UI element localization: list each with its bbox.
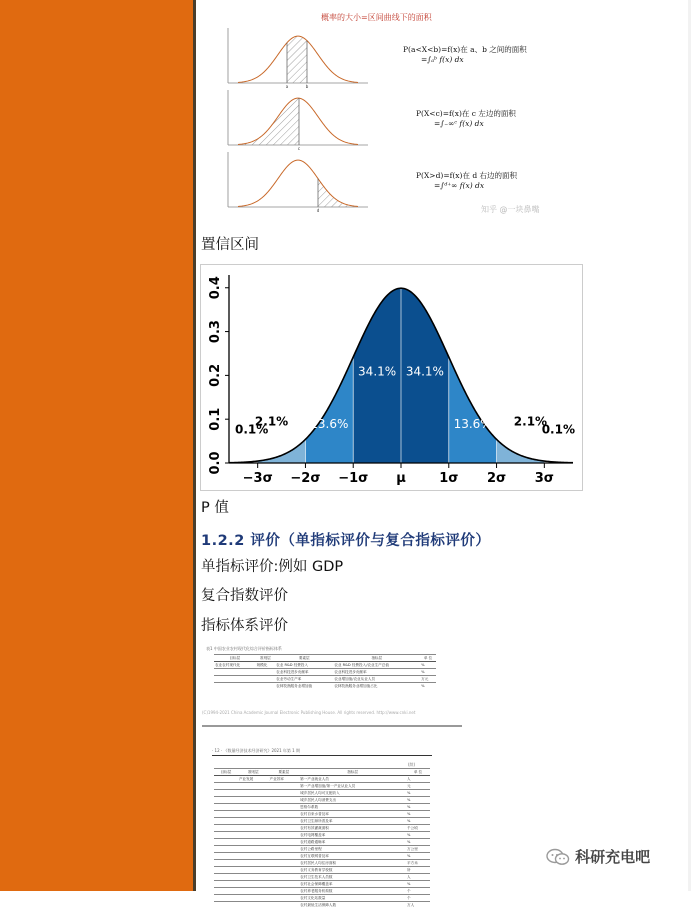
table-header-cell: 要素层 xyxy=(275,655,333,662)
table-cell: 产业发展 xyxy=(238,776,269,783)
table-row xyxy=(214,874,430,881)
table-cell: % xyxy=(420,669,436,676)
band-percent-label-6: 2.1% xyxy=(514,415,547,429)
y-tick-label: 0.4 xyxy=(208,276,223,299)
normal-chart-svg xyxy=(201,265,582,490)
table-cell xyxy=(214,683,256,690)
table2-page-header: · 12 · 《数量经济技术经济研究》2021 年第 1 期 xyxy=(212,748,432,753)
table-cell: % xyxy=(406,790,430,797)
probability-area-figure xyxy=(226,8,566,218)
table-cell: 规模化 xyxy=(256,662,276,669)
table-cell: 农业科技进步贡献率 xyxy=(275,669,333,676)
normal-distribution-chart xyxy=(200,264,583,491)
formula-3-line2: =∫ᵈ⁺∞ f(x) dx xyxy=(416,181,517,191)
table1-caption: 表1 中国农业农村现代化综合评价指标体系 xyxy=(206,646,456,651)
table-cell xyxy=(214,776,238,783)
table-cell: 农业劳动生产率 xyxy=(275,676,333,683)
tail-percent-label-left: 0.1% xyxy=(235,423,268,437)
table-header-cell: 单 位 xyxy=(406,769,430,776)
formula-1-line1: P(a<X<b)=f(x)在 a、b 之间的面积 xyxy=(403,45,527,55)
table-cell: 农村社会保障覆盖率 xyxy=(299,881,406,888)
document-content xyxy=(196,0,688,891)
panel-3-shaded-area xyxy=(318,179,358,207)
table-header-cell: 指标层 xyxy=(299,769,406,776)
panel-1-cut-label: a xyxy=(286,84,289,89)
formula-2-line2: =∫₋∞ᶜ f(x) dx xyxy=(416,119,516,129)
x-tick-label: −1σ xyxy=(338,471,368,486)
table-header-cell: 指标层 xyxy=(333,655,420,662)
table-row xyxy=(214,790,430,797)
table-cell: 农村卫生厕所普及率 xyxy=(299,818,406,825)
table-image-2 xyxy=(212,748,432,891)
table-header-cell: 要素层 xyxy=(269,769,300,776)
table-cell: 千公顷 xyxy=(406,825,430,832)
table-row xyxy=(214,846,430,853)
table-cell: 农林牧渔服务业增加值占比 xyxy=(333,683,420,690)
table-cell xyxy=(269,881,300,888)
band-percent-label-2: 13.6% xyxy=(310,417,348,431)
table-header-cell: 准则层 xyxy=(238,769,269,776)
table-cell xyxy=(238,804,269,811)
y-tick-label: 0.3 xyxy=(208,320,223,343)
table-cell: % xyxy=(406,881,430,888)
table-cell xyxy=(269,902,300,908)
table-cell xyxy=(238,839,269,846)
table-cell xyxy=(269,853,300,860)
table-cell xyxy=(269,874,300,881)
table2 xyxy=(214,768,430,908)
table-row xyxy=(214,662,436,669)
table-cell: 农林牧渔服务业增加值 xyxy=(275,683,333,690)
table-cell: 农村义务教育学校数 xyxy=(299,867,406,874)
tail-percent-label-right: 0.1% xyxy=(542,423,575,437)
table-cell xyxy=(238,881,269,888)
table-cell: % xyxy=(420,683,436,690)
table-row xyxy=(214,797,430,804)
table-row xyxy=(214,902,430,908)
table-cell: 第一产业就业人员 xyxy=(299,776,406,783)
table-row xyxy=(214,783,430,790)
formula-1-line2: =∫ₐᵇ f(x) dx xyxy=(403,55,527,65)
y-tick-label: 0.0 xyxy=(208,451,223,474)
table-cell: 农业增加值/农业从业人员 xyxy=(333,676,420,683)
table-cell xyxy=(214,669,256,676)
index-system-eval: 指标体系评价 xyxy=(201,617,288,635)
table-cell: 农村卫生技术人员数 xyxy=(299,874,406,881)
table-row xyxy=(214,669,436,676)
wechat-account-name: 科研充电吧 xyxy=(575,848,650,866)
table-header-cell: 准则层 xyxy=(256,655,276,662)
table-cell: % xyxy=(406,832,430,839)
table-cell xyxy=(238,818,269,825)
p-value-label: P 值 xyxy=(201,499,229,517)
table-cell xyxy=(214,895,238,902)
table-cell: 农村养老服务机构数 xyxy=(299,888,406,895)
table-row xyxy=(214,888,430,895)
table-cell: 平方米 xyxy=(406,860,430,867)
figure-title: 概率的大小=区间曲线下的面积 xyxy=(321,12,432,23)
table-cell xyxy=(238,790,269,797)
formula-2-line1: P(X<c)=f(x)在 c 左边的面积 xyxy=(416,109,516,119)
table-cell: 人 xyxy=(406,776,430,783)
table-row xyxy=(214,676,436,683)
table-cell xyxy=(214,783,238,790)
table-row xyxy=(214,832,430,839)
table-header-cell: 单 位 xyxy=(420,655,436,662)
table-row xyxy=(214,895,430,902)
formula-block-1 xyxy=(403,45,527,65)
table-cell xyxy=(238,895,269,902)
table-row xyxy=(214,860,430,867)
y-tick-label: 0.1 xyxy=(208,408,223,431)
table-cell: 人 xyxy=(406,874,430,881)
table-cell xyxy=(214,846,238,853)
table-cell: 恩格尔系数 xyxy=(299,804,406,811)
table-cell xyxy=(238,832,269,839)
table-cell: 农村电网覆盖率 xyxy=(299,832,406,839)
table-cell xyxy=(214,811,238,818)
band-percent-label-4: 34.1% xyxy=(406,364,444,378)
left-sidebar-bar xyxy=(0,0,193,891)
table-cell xyxy=(214,853,238,860)
formula-block-2 xyxy=(416,109,516,129)
panel-1-shaded-area xyxy=(287,36,307,83)
table-cell xyxy=(214,902,238,908)
panel-2-shaded-area xyxy=(238,98,299,145)
table-row xyxy=(214,776,430,783)
table-cell xyxy=(214,676,256,683)
table-cell xyxy=(214,888,238,895)
table-cell xyxy=(238,860,269,867)
x-tick-label: −3σ xyxy=(243,471,273,486)
table-cell xyxy=(269,825,300,832)
table-cell xyxy=(214,797,238,804)
table-cell xyxy=(214,804,238,811)
table-cell xyxy=(214,818,238,825)
table-cell xyxy=(269,839,300,846)
x-tick-label: 3σ xyxy=(535,471,554,486)
table1-bottom-rule xyxy=(202,725,462,727)
table-header-row xyxy=(214,769,430,776)
table-cell xyxy=(214,790,238,797)
single-index-eval: 单指标评价:例如 GDP xyxy=(201,558,343,576)
table-cell xyxy=(269,797,300,804)
table-cell xyxy=(214,860,238,867)
table-cell: 农村道路通畅率 xyxy=(299,839,406,846)
table-cell: 农业科技进步贡献率 xyxy=(333,669,420,676)
table-cell: 农村文化站数量 xyxy=(299,895,406,902)
table-image-1 xyxy=(202,646,462,728)
table-cell xyxy=(238,888,269,895)
x-tick-label: μ xyxy=(396,471,406,486)
table-cell: % xyxy=(406,853,430,860)
table-cell: 农村居民人均住房面积 xyxy=(299,860,406,867)
table-cell xyxy=(269,804,300,811)
table-cell xyxy=(214,832,238,839)
table-row xyxy=(214,804,430,811)
table-cell xyxy=(238,783,269,790)
table-cell: 农村公路里程 xyxy=(299,846,406,853)
table-cell xyxy=(214,874,238,881)
band-percent-label-3: 34.1% xyxy=(358,364,396,378)
x-tick-label: −2σ xyxy=(290,471,320,486)
table-cell xyxy=(256,676,276,683)
table-cell xyxy=(214,867,238,874)
composite-index-eval: 复合指数评价 xyxy=(201,587,288,605)
table-cell xyxy=(269,790,300,797)
table-cell: 农村互联网普及率 xyxy=(299,853,406,860)
table-row xyxy=(214,853,430,860)
wechat-icon xyxy=(546,848,570,866)
table-cell: % xyxy=(406,804,430,811)
table-cell: 城乡居民人均可支配收入 xyxy=(299,790,406,797)
table-cell: 所 xyxy=(406,867,430,874)
table-cell: 万元 xyxy=(420,676,436,683)
table-row xyxy=(214,683,436,690)
table-cell xyxy=(214,881,238,888)
table-row xyxy=(214,825,430,832)
table-cell: 农村有效灌溉面积 xyxy=(299,825,406,832)
band-percent-label-5: 13.6% xyxy=(454,417,492,431)
table-cell xyxy=(238,846,269,853)
table-cell xyxy=(256,683,276,690)
table-cell xyxy=(238,825,269,832)
table-row xyxy=(214,818,430,825)
zhihu-watermark: 知乎 @一块鼻嘴 xyxy=(481,204,540,215)
table-cell: 农业 R&D 经费投入 xyxy=(275,662,333,669)
table-cell: 农业 R&D 经费投入/农业生产总值 xyxy=(333,662,420,669)
wechat-watermark xyxy=(546,846,650,868)
table-cell xyxy=(238,811,269,818)
formula-block-3 xyxy=(416,171,517,191)
table-cell: 个 xyxy=(406,895,430,902)
table-cell: % xyxy=(420,662,436,669)
table-cell xyxy=(269,867,300,874)
table-cell xyxy=(269,888,300,895)
table-header-cell: 目标层 xyxy=(214,769,238,776)
table-cell xyxy=(238,797,269,804)
table-row xyxy=(214,881,430,888)
panel-2-cut-label: c xyxy=(298,146,300,151)
table2-top-rule xyxy=(212,755,432,756)
table2-unit-note: (续) xyxy=(408,762,415,767)
section-confidence-interval: 置信区间 xyxy=(201,236,259,254)
table-cell xyxy=(238,853,269,860)
formula-3-line1: P(X>d)=f(x)在 d 右边的面积 xyxy=(416,171,517,181)
table-cell: % xyxy=(406,818,430,825)
table-row xyxy=(214,839,430,846)
table-cell: 产业效率 xyxy=(269,776,300,783)
table-cell xyxy=(269,783,300,790)
table-cell: 农村最低生活保障人数 xyxy=(299,902,406,908)
table-cell xyxy=(269,895,300,902)
table-cell: 农业农村现代化 xyxy=(214,662,256,669)
table-cell: % xyxy=(406,811,430,818)
table-cell: 农村自来水普及率 xyxy=(299,811,406,818)
table-cell xyxy=(269,811,300,818)
table-row xyxy=(214,867,430,874)
table-cell xyxy=(269,846,300,853)
band-percent-label-1: 2.1% xyxy=(255,415,288,429)
table-cell xyxy=(214,825,238,832)
panel-3-cut-label: d xyxy=(317,208,320,213)
section-heading-1-2-2: 1.2.2 评价（单指标评价与复合指标评价） xyxy=(201,529,490,550)
table-cell xyxy=(238,874,269,881)
table1 xyxy=(214,654,436,689)
panel-3-curve xyxy=(238,160,358,206)
x-tick-label: 2σ xyxy=(487,471,506,486)
table-cell: 个 xyxy=(406,888,430,895)
table-cell xyxy=(238,902,269,908)
table-cell xyxy=(214,839,238,846)
table-cell xyxy=(269,832,300,839)
table1-footer: (C)1994-2021 China Academic Journal Electronic Publishing House. All rights reserved. http://www.cnki.net xyxy=(202,710,462,715)
table-cell: 元 xyxy=(406,783,430,790)
panel-1-cut-label: b xyxy=(306,84,309,89)
table-header-row xyxy=(214,655,436,662)
table-cell: 城乡居民人均消费支出 xyxy=(299,797,406,804)
table-header-cell: 目标层 xyxy=(214,655,256,662)
table-cell xyxy=(256,669,276,676)
table-cell xyxy=(269,818,300,825)
table-cell: % xyxy=(406,797,430,804)
table-cell xyxy=(269,860,300,867)
table-cell: 万人 xyxy=(406,902,430,908)
table-cell xyxy=(238,867,269,874)
table-row xyxy=(214,811,430,818)
table-cell: 万公里 xyxy=(406,846,430,853)
y-tick-label: 0.2 xyxy=(208,364,223,387)
x-tick-label: 1σ xyxy=(439,471,458,486)
table-cell: % xyxy=(406,839,430,846)
table-cell: 第一产业增加值/第一产业从业人员 xyxy=(299,783,406,790)
